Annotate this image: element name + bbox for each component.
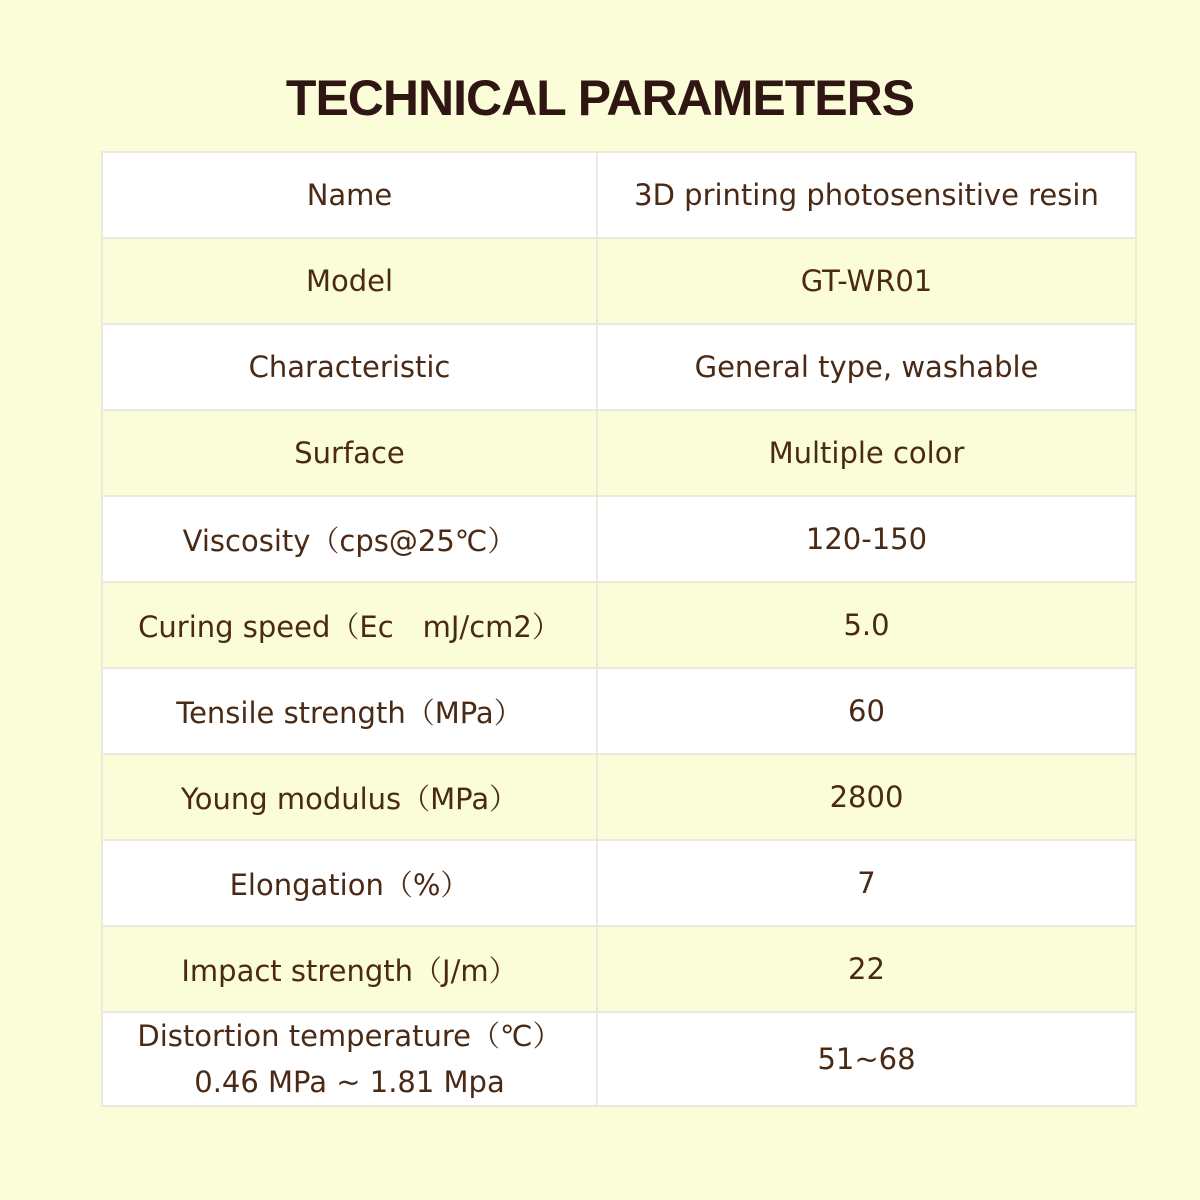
param-name-cell: Impact strength（J/m） — [102, 926, 597, 1012]
table-row — [102, 324, 1136, 410]
param-name-cell: Characteristic — [102, 324, 597, 410]
param-name-line-1: Distortion temperature（℃） — [137, 1019, 562, 1053]
param-value-cell: 3D printing photosensitive resin — [597, 152, 1136, 238]
param-value-cell: 5.0 — [597, 582, 1136, 668]
table-row — [102, 1012, 1136, 1106]
param-name-cell — [102, 1012, 597, 1106]
page-title: TECHNICAL PARAMETERS — [285, 70, 915, 126]
table-row — [102, 926, 1136, 1012]
param-value-cell: GT-WR01 — [597, 238, 1136, 324]
table-row — [102, 840, 1136, 926]
table-row — [102, 754, 1136, 840]
param-name-line-2: 0.46 MPa ~ 1.81 Mpa — [194, 1065, 505, 1099]
param-value-cell: Multiple color — [597, 410, 1136, 496]
param-value-cell: 60 — [597, 668, 1136, 754]
param-name-cell: Curing speed（Ec mJ/cm2） — [102, 582, 597, 668]
table-row — [102, 582, 1136, 668]
param-value-cell: 2800 — [597, 754, 1136, 840]
param-value-cell: 22 — [597, 926, 1136, 1012]
param-name-cell: Model — [102, 238, 597, 324]
param-name-cell: Young modulus（MPa） — [102, 754, 597, 840]
parameters-table — [101, 151, 1137, 1107]
table-row — [102, 410, 1136, 496]
param-value-cell: 7 — [597, 840, 1136, 926]
param-value-cell: 51~68 — [597, 1012, 1136, 1106]
param-value-cell: 120-150 — [597, 496, 1136, 582]
table-row — [102, 496, 1136, 582]
param-name-cell: Name — [102, 152, 597, 238]
param-name-cell: Surface — [102, 410, 597, 496]
param-name-cell: Elongation（%） — [102, 840, 597, 926]
table-row — [102, 238, 1136, 324]
table-row — [102, 152, 1136, 238]
param-name-cell: Viscosity（cps@25℃） — [102, 496, 597, 582]
table-row — [102, 668, 1136, 754]
param-name-cell: Tensile strength（MPa） — [102, 668, 597, 754]
param-value-cell: General type, washable — [597, 324, 1136, 410]
